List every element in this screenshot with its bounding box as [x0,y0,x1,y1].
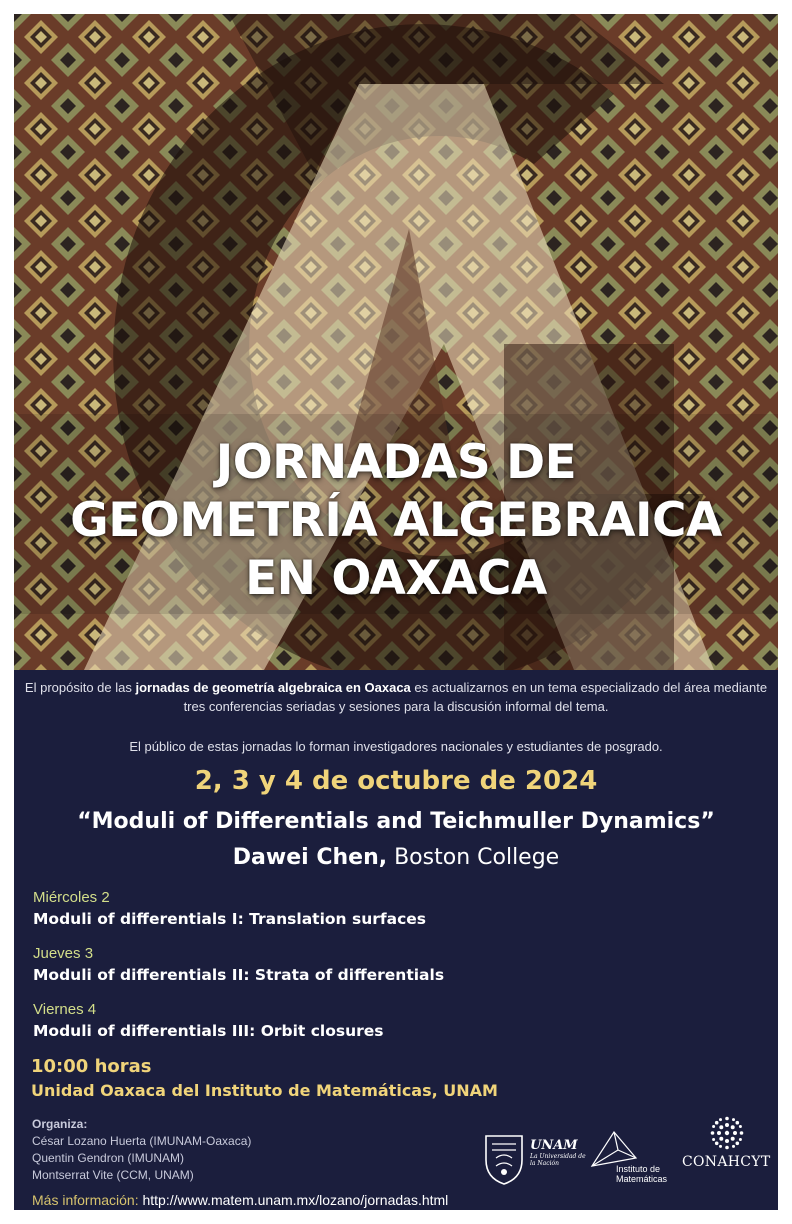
audience-text: El público de estas jornadas lo forman investigadores nacionales y estudiantes de posgrado. [129,739,663,754]
session-day: Miércoles 2 [33,889,110,906]
event-dates: 2, 3 y 4 de octubre de 2024 [194,766,598,796]
more-info-label: Más información: [32,1192,139,1208]
more-info [32,1191,448,1209]
talk-title: “Moduli of Differentials and Teichmuller Dynamics” [77,809,715,834]
session-day: Viernes 4 [33,1001,97,1018]
poster [14,14,778,1210]
session-item [33,1000,753,1042]
unam-script: UNAM [530,1138,578,1153]
session-title: Moduli of differentials III: Orbit closures [33,1022,384,1040]
title-line-3: EN OAXACA [245,551,547,606]
organizers [32,1116,251,1184]
conahcyt-label: CONAHCYT [682,1154,771,1170]
title-line-2: GEOMETRÍA ALGEBRAICA [70,493,722,548]
session-title: Moduli of differentials II: Strata of differentials [33,966,445,984]
unam-motto: La Universidad de la Nación [530,1153,586,1167]
organizer-name: Montserrat Vite (CCM, UNAM) [32,1168,194,1182]
more-info-link[interactable]: http://www.matem.unam.mx/lozano/jornadas.html [142,1192,449,1208]
hero-banner [14,14,778,670]
conahcyt-dots-icon [710,1116,744,1150]
session-item [33,888,753,930]
event-venue: Unidad Oaxaca del Instituto de Matemáticas, UNAM [31,1081,498,1100]
session-item [33,944,753,986]
organizers-label: Organiza: [32,1117,88,1131]
session-title: Moduli of differentials I: Translation surfaces [33,910,427,928]
intro-paragraph [24,678,768,716]
organizer-name: Quentin Gendron (IMUNAM) [32,1151,185,1165]
intro-after: es actualizarnos en un tema especializado del área mediante tres conferencias seriadas y sesiones para la discusión informal del tema. [183,680,768,714]
intro-before: El propósito de las [24,680,136,695]
unam-crest-icon [482,1130,526,1186]
sponsor-logos [482,1112,772,1202]
page-title [14,434,778,608]
intro-bold: jornadas de geometría algebraica en Oaxaca [135,680,411,695]
organizer-name: César Lozano Huerta (IMUNAM-Oaxaca) [32,1134,252,1148]
title-line-1: JORNADAS DE [215,435,577,490]
session-day: Jueves 3 [33,945,94,962]
event-time: 10:00 horas [31,1056,152,1077]
speaker-affiliation: Boston College [394,845,560,870]
speaker-name: Dawei Chen, [232,845,388,870]
poster-body [14,670,778,1210]
instituto-label: Instituto de Matemáticas [616,1164,668,1184]
unam-logo [530,1138,586,1167]
speaker [14,843,778,873]
